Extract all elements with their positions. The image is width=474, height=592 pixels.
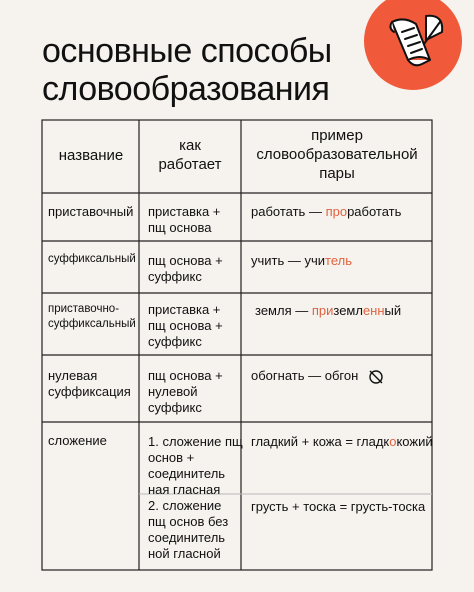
- row3-example-suffix: енн: [362, 303, 385, 318]
- null-morpheme-icon: [368, 369, 384, 385]
- row4-how-line-2: нулевой: [148, 384, 198, 399]
- row1-example-prefix: про: [325, 204, 348, 219]
- row5-sub1-how-line-3: соединитель: [148, 466, 226, 481]
- header-example-line-3: пары: [319, 165, 355, 182]
- row1-how: [148, 204, 220, 236]
- row5-sub2-how-line-3: соединитель: [148, 530, 226, 545]
- row5-sub1-how-line-1: 1. сложение пщ: [148, 434, 243, 449]
- row3-example: [255, 303, 401, 319]
- row5-sub1-example-text: гладкий + кожа = гладк: [251, 434, 390, 449]
- row4-example-text: обогнать — обгон: [251, 368, 359, 383]
- row4-how-line-3: суффикс: [148, 400, 202, 415]
- row2-example-text: учить — учи: [251, 253, 326, 268]
- row4-name-line-1: нулевая: [48, 368, 98, 383]
- row3-how-line-3: суффикс: [148, 334, 202, 349]
- row3-example-prefix: при: [311, 303, 334, 318]
- row2-how-line-1: пщ основа +: [148, 253, 223, 268]
- logo-badge: [364, 0, 462, 90]
- header-how-line-2: работает: [158, 156, 222, 173]
- row3-name-line-2: суффиксальный: [48, 318, 136, 330]
- row4-example: [251, 368, 384, 385]
- row5-sub2-how: [148, 498, 228, 562]
- header-how-line-1: как: [179, 137, 201, 154]
- row4-name-line-2: суффиксация: [48, 384, 131, 399]
- row2-how: [148, 253, 223, 285]
- row5-sub1-example-vowel: о: [389, 434, 397, 449]
- header-example-line-2: словообразовательной: [256, 146, 418, 163]
- row2-name: суффиксальный: [48, 253, 136, 265]
- row5-sub1-example-end: кожий: [396, 434, 433, 449]
- row4-name: [48, 368, 131, 400]
- row3-how: [148, 302, 223, 350]
- header-example: [244, 126, 430, 183]
- row1-example: [251, 204, 401, 220]
- row4-how-line-1: пщ основа +: [148, 368, 223, 383]
- row5-sub2-how-line-4: ной гласной: [148, 546, 221, 561]
- row1-example-text: работать —: [251, 204, 326, 219]
- row4-how: [148, 368, 223, 416]
- row5-name: сложение: [48, 433, 107, 448]
- row5-sub1-how-line-4: ная гласная: [148, 482, 221, 497]
- row2-example-suffix: тель: [325, 253, 352, 268]
- row1-how-line-1: приставка +: [148, 204, 221, 219]
- title-line-2: словообразования: [42, 70, 330, 108]
- header-how: [142, 136, 238, 174]
- row1-example-root: работать: [347, 204, 402, 219]
- row3-name: [48, 302, 136, 332]
- header-example-line-1: пример: [311, 127, 363, 144]
- row5-sub2-how-line-1: 2. сложение: [148, 498, 222, 513]
- row3-how-line-2: пщ основа +: [148, 318, 223, 333]
- scroll-quill-icon: [364, 0, 462, 90]
- row5-sub2-example: грусть + тоска = грусть-тоска: [251, 499, 426, 514]
- row3-name-line-1: приставочно-: [48, 303, 120, 315]
- row1-name: приставочный: [48, 204, 134, 219]
- row5-sub1-example: [251, 434, 433, 450]
- row3-example-text: земля —: [255, 303, 312, 318]
- page-title: [42, 32, 332, 108]
- row2-example: [251, 253, 352, 269]
- title-line-1: основные способы: [42, 32, 332, 70]
- row5-sub2-how-line-2: пщ основ без: [148, 514, 229, 529]
- row5-sub1-how: [148, 434, 243, 498]
- header-name: название: [58, 147, 124, 164]
- row2-how-line-2: суффикс: [148, 269, 202, 284]
- row5-sub1-how-line-2: основ +: [148, 450, 195, 465]
- row1-how-line-2: пщ основа: [148, 220, 212, 235]
- row3-example-ending: ый: [384, 303, 402, 318]
- row3-how-line-1: приставка +: [148, 302, 221, 317]
- row3-example-root: земл: [333, 303, 363, 318]
